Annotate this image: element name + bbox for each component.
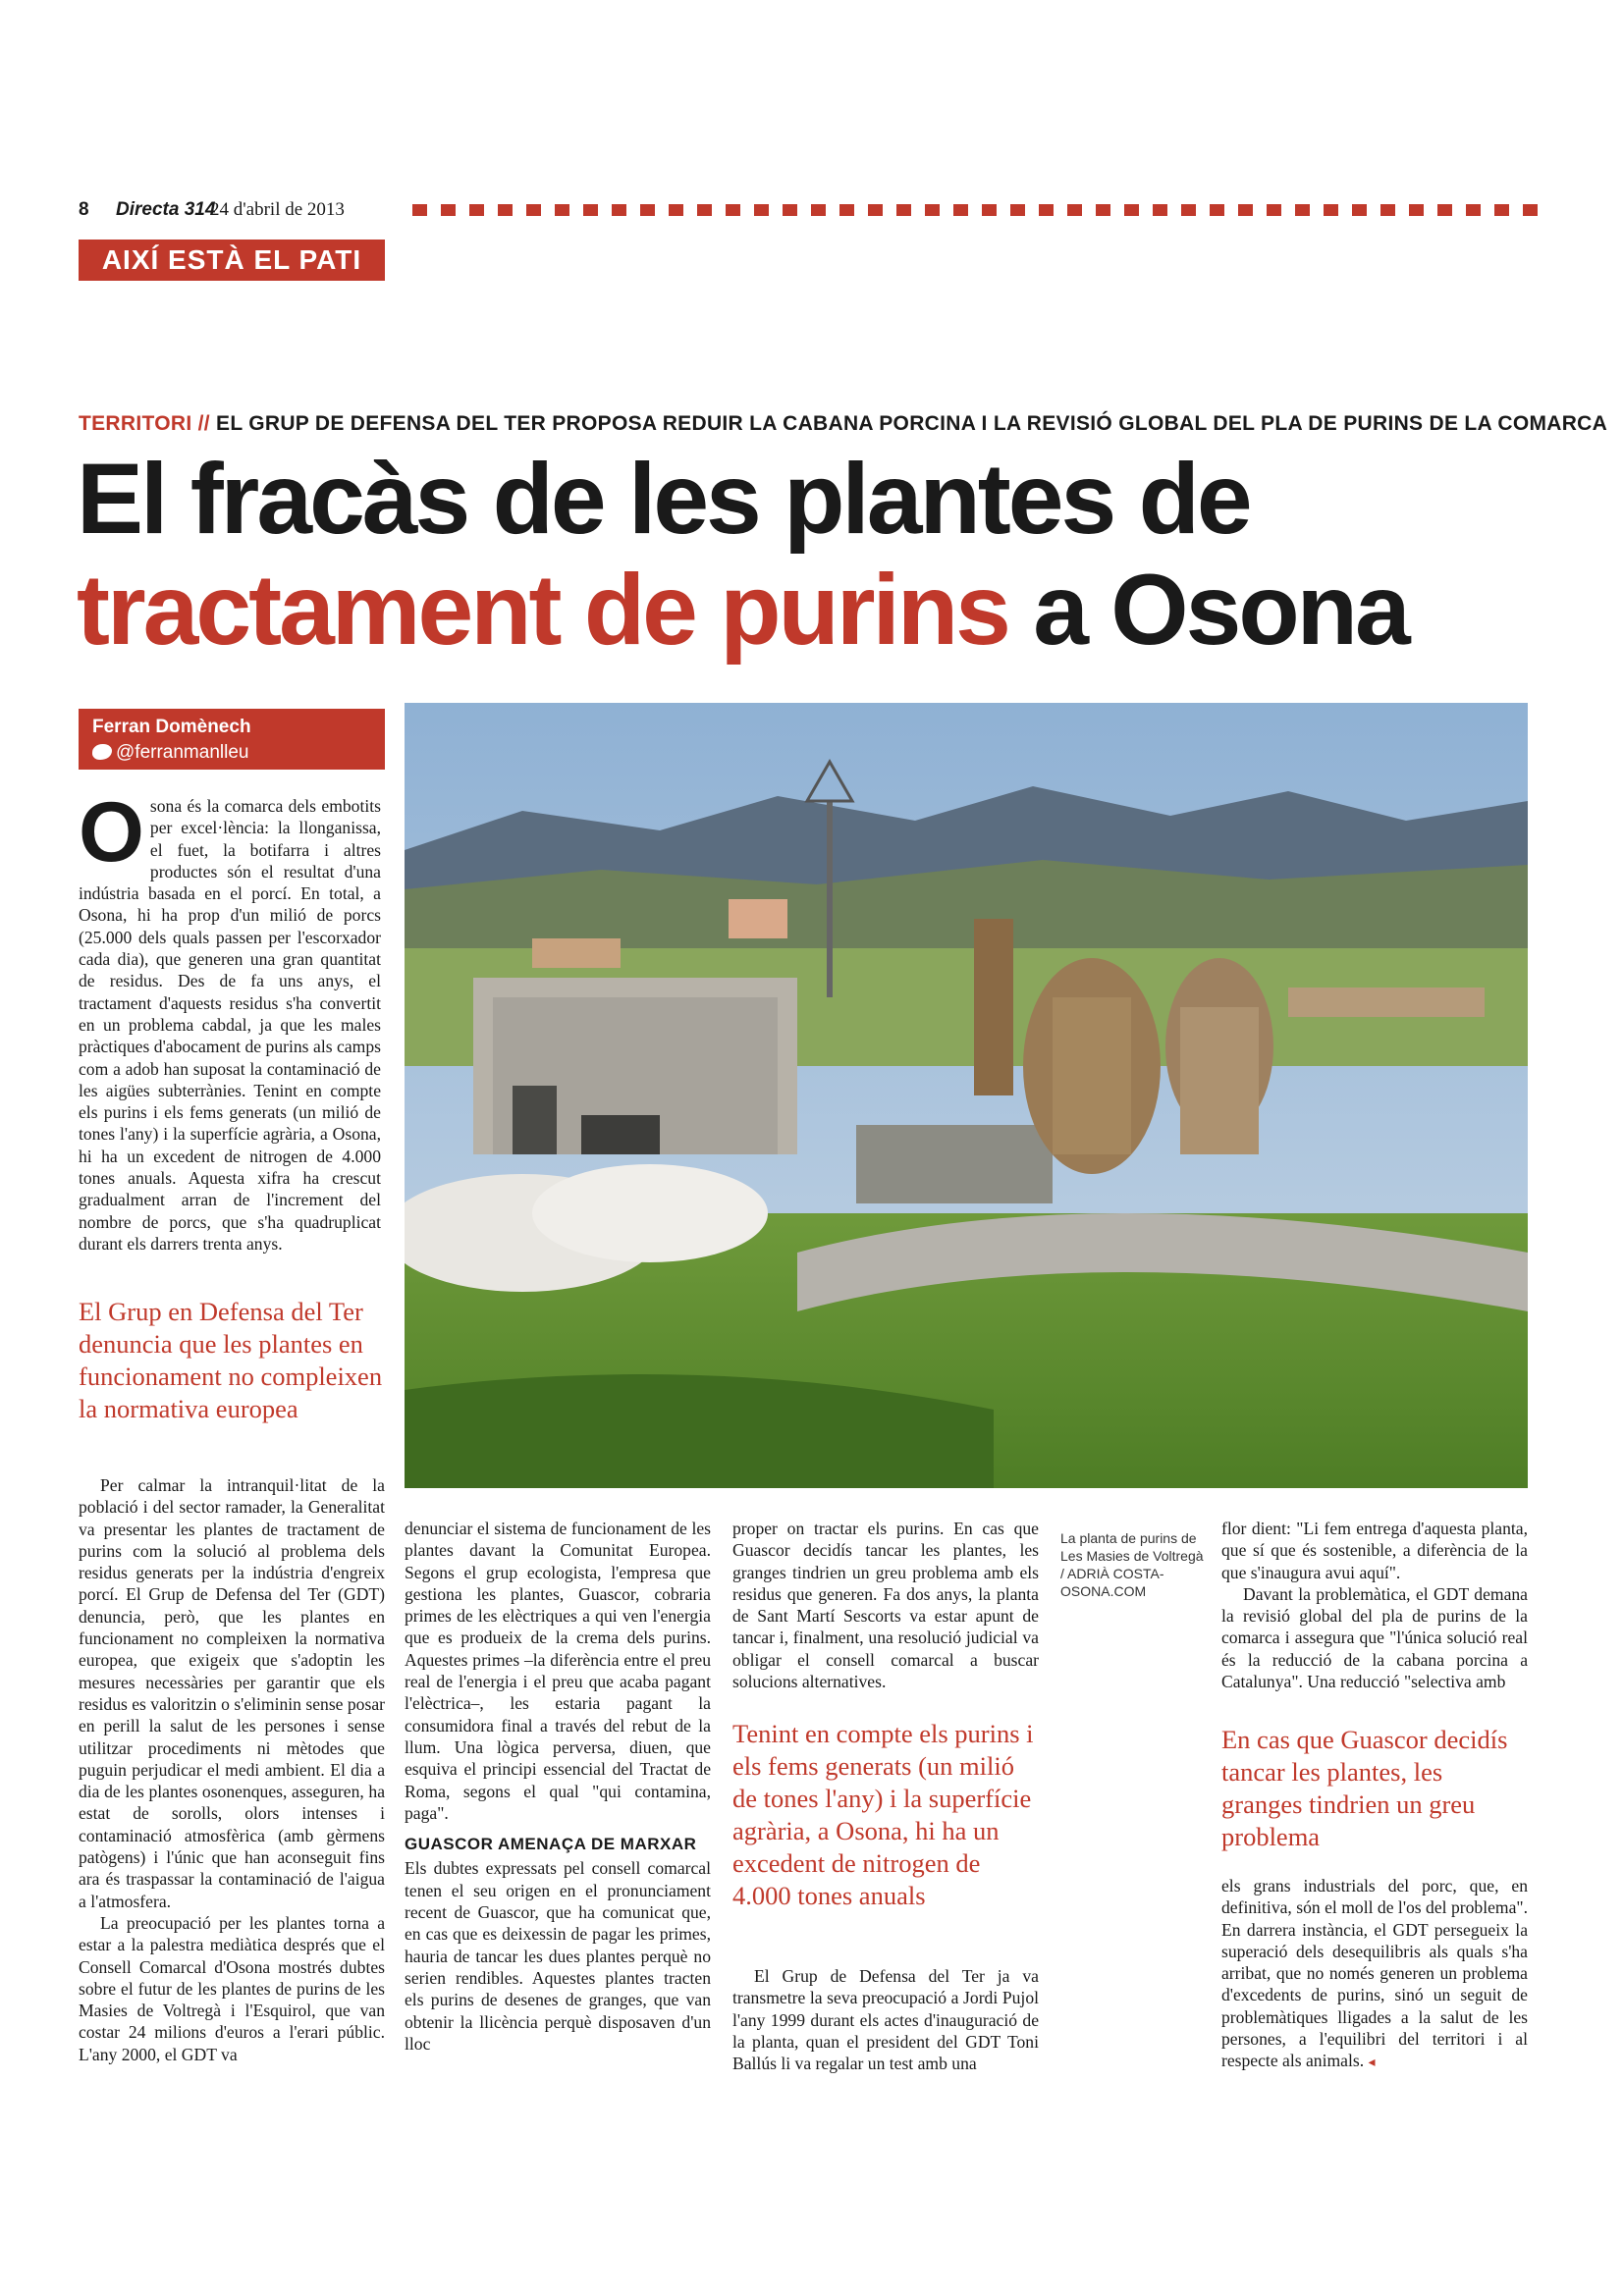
column-3-continued (732, 1965, 1039, 2074)
headline (77, 444, 1408, 666)
body-paragraph (1221, 1875, 1528, 2075)
intro-column (79, 785, 381, 1255)
publication-name: Directa 314 (116, 199, 216, 220)
headline-line2 (77, 555, 1408, 666)
drop-cap: O (79, 785, 144, 880)
body-paragraph: El Grup de Defensa del Ter ja va transmetre la seva preocupació a Jordi Pujol l'any 1999 durant els actes d'inauguració de la planta, quan el president del GDT Toni Ballús li va regalar un test amb una (732, 1966, 1039, 2074)
body-paragraph: proper on tractar els purins. En cas que Guascor decidís tancar les plantes, les granges tindrien un greu problema amb els residus que generen. Fa dos anys, la planta de Sant Martí Sescorts va estar apunt de tancar i, finalment, una resolució judicial va obligar el consell comarcal a buscar solucions alternatives. (732, 1519, 1039, 1692)
issue-date: 24 d'abril de 2013 (210, 199, 345, 220)
body-paragraph: denunciar el sistema de funcionament de les plantes davant la Comunitat Europea. Segons el grup ecologista, l'empresa que gestiona les plantes, Guascor, cobraria primes de les elèctriques a qui ven l'energia que es produeix de la crema dels purins. Aquestes primes –la diferència entre el preu real de l'energia i el preu que acaba pagant l'elèctrica–, les estaria pagant la consumidora final a través del rebut de la llum. Una lògica perversa, diuen, que esquiva el principi essencial del Tractat de Roma, segons el qual "qui contamina, paga". (405, 1519, 711, 1823)
twitter-bird-icon (92, 744, 112, 760)
closing-text: els grans industrials del porc, que, en definitiva, són el moll de l'os del problema". En darrera instància, el GDT persegueix la superació dels desequilibris als quals s'ha arribat, que no només generen un problema d'excedents de purins, sinó un seguit de problemàtiques lligades a la salut de les persones, a l'equilibri del territori i al respecte als animals. (1221, 1876, 1528, 2071)
column-2 (405, 1518, 711, 2055)
body-paragraph: Els dubtes expressats pel consell comarcal tenen el seu origen en el pronunciament recent de Guascor, que ha comunicat que, en cas que es deixessin de pagar les primes, hauria de tancar les dues plantes perquè no serien rendibles. Aquestes plantes tracten els purins de desenes de granges, que van obtenir la llicència perquè disposaven d'un lloc (405, 1858, 711, 2054)
column-4-continued (1221, 1875, 1528, 2075)
subhead-3: En cas que Guascor decidís tancar les plantes, les granges tindrien un greu problema (1221, 1725, 1508, 1851)
body-paragraph: Per calmar la intranquil·litat de la població i del sector ramader, la Generalitat va presentar les plantes de tractament de purins com la solució al problema dels residus generats per la indústria d'engreix porcí. El Grup de Defensa del Ter (GDT) denuncia, però, que les plantes en funcionament no compleixen la normativa europea, que exigeix que s'adoptin les mesures necessàries per garantir que els residus es valoritzin o s'eliminin sense posar en perill la salut de les persones i sense utilitzar procediments ni mètodes que puguin perjudicar el medi ambient. El dia a dia de les plantes osonenques, asseguren, ha estat de sorolls, olors intenses i contaminació atmosfèrica (amb gèrmens patògens) i l'únic que han aconseguit fins ara és traspassar la contaminació de l'aigua a l'atmosfera. (79, 1475, 385, 1911)
end-mark-icon: ◂ (1368, 2056, 1376, 2071)
article-photo (405, 703, 1528, 1488)
column-3 (732, 1518, 1039, 1692)
headline-red: tractament de purins (77, 554, 1008, 666)
body-paragraph: La preocupació per les plantes torna a estar a la palestra mediàtica després que el Consell Comarcal d'Osona mostrés dubtes sobre el futur de les plantes de purins de les Masies de Voltregà i l'Esquirol, que van costar 24 milions d'euros a l'erari públic. L'any 2000, el GDT va (79, 1912, 385, 2064)
subhead-1: El Grup en Defensa del Ter denuncia que les plantes en funcionament no compleixen la normativa europea (79, 1297, 383, 1423)
dashed-rule (412, 204, 1544, 216)
page-number: 8 (79, 199, 89, 220)
kicker-text: EL GRUP DE DEFENSA DEL TER PROPOSA REDUIR LA CABANA PORCINA I LA REVISIÓ GLOBAL DEL PLA DE PURINS DE LA COMARCA (216, 412, 1608, 435)
column-4 (1221, 1518, 1528, 1692)
column-1 (79, 1474, 385, 2065)
plant-photo-illustration (405, 703, 1528, 1488)
author-twitter[interactable] (92, 742, 248, 764)
author-box (79, 709, 385, 770)
headline-line1: El fracàs de les plantes de (77, 443, 1250, 555)
headline-black: a Osona (1007, 554, 1408, 666)
section-subhead: GUASCOR AMENAÇA DE MARXAR (405, 1835, 697, 1854)
section-tag: AIXÍ ESTÀ EL PATI (79, 240, 385, 281)
kicker (79, 412, 1607, 436)
body-paragraph: Davant la problemàtica, el GDT demana la revisió global del pla de purins de la comarca i assegura que "l'única solució real és la reducció de la cabana porcina a Catalunya". Una reducció "selectiva amb (1221, 1583, 1528, 1692)
twitter-handle: @ferranmanlleu (116, 742, 249, 763)
photo-caption: La planta de purins de Les Masies de Voltregà / ADRIÀ COSTA-OSONA.COM (1060, 1530, 1204, 1599)
subhead-2: Tenint en compte els purins i els fems generats (un milió de tones l'any) i la superfície agrària, a Osona, hi ha un excedent de nitrogen de 4.000 tones anuals (732, 1719, 1034, 1910)
author-name: Ferran Domènech (92, 717, 251, 737)
body-paragraph: flor dient: "Li fem entrega d'aquesta planta, que sí que és sostenible, a diferència de la que s'inaugura avui aquí". (1221, 1519, 1528, 1582)
kicker-topic: TERRITORI // (79, 412, 210, 435)
intro-paragraph: sona és la comarca dels embotits per excel·lència: la llonganissa, el fuet, la botifarra i altres productes són el resultat d'una indústria basada en el porcí. En total, a Osona, hi ha prop d'un milió de porcs (25.000 dels quals passen per l'escorxador cada dia), que generen una gran quantitat de residus. Des de fa uns anys, el tractament d'aquests residus s'ha convertit en un problema cabdal, ja que les males pràctiques d'abocament de purins als camps com a adob han suposat la contaminació de les aigües subterrànies. Tenint en compte els purins i els fems generats (un milió de tones l'any) i la superfície agrària, a Osona, hi ha un excedent de nitrogen de 4.000 tones anuals. Aquesta xifra ha crescut gradualment arran de l'increment del nombre de porcs, que s'ha quadruplicat durant els darrers trenta anys. (79, 796, 381, 1254)
